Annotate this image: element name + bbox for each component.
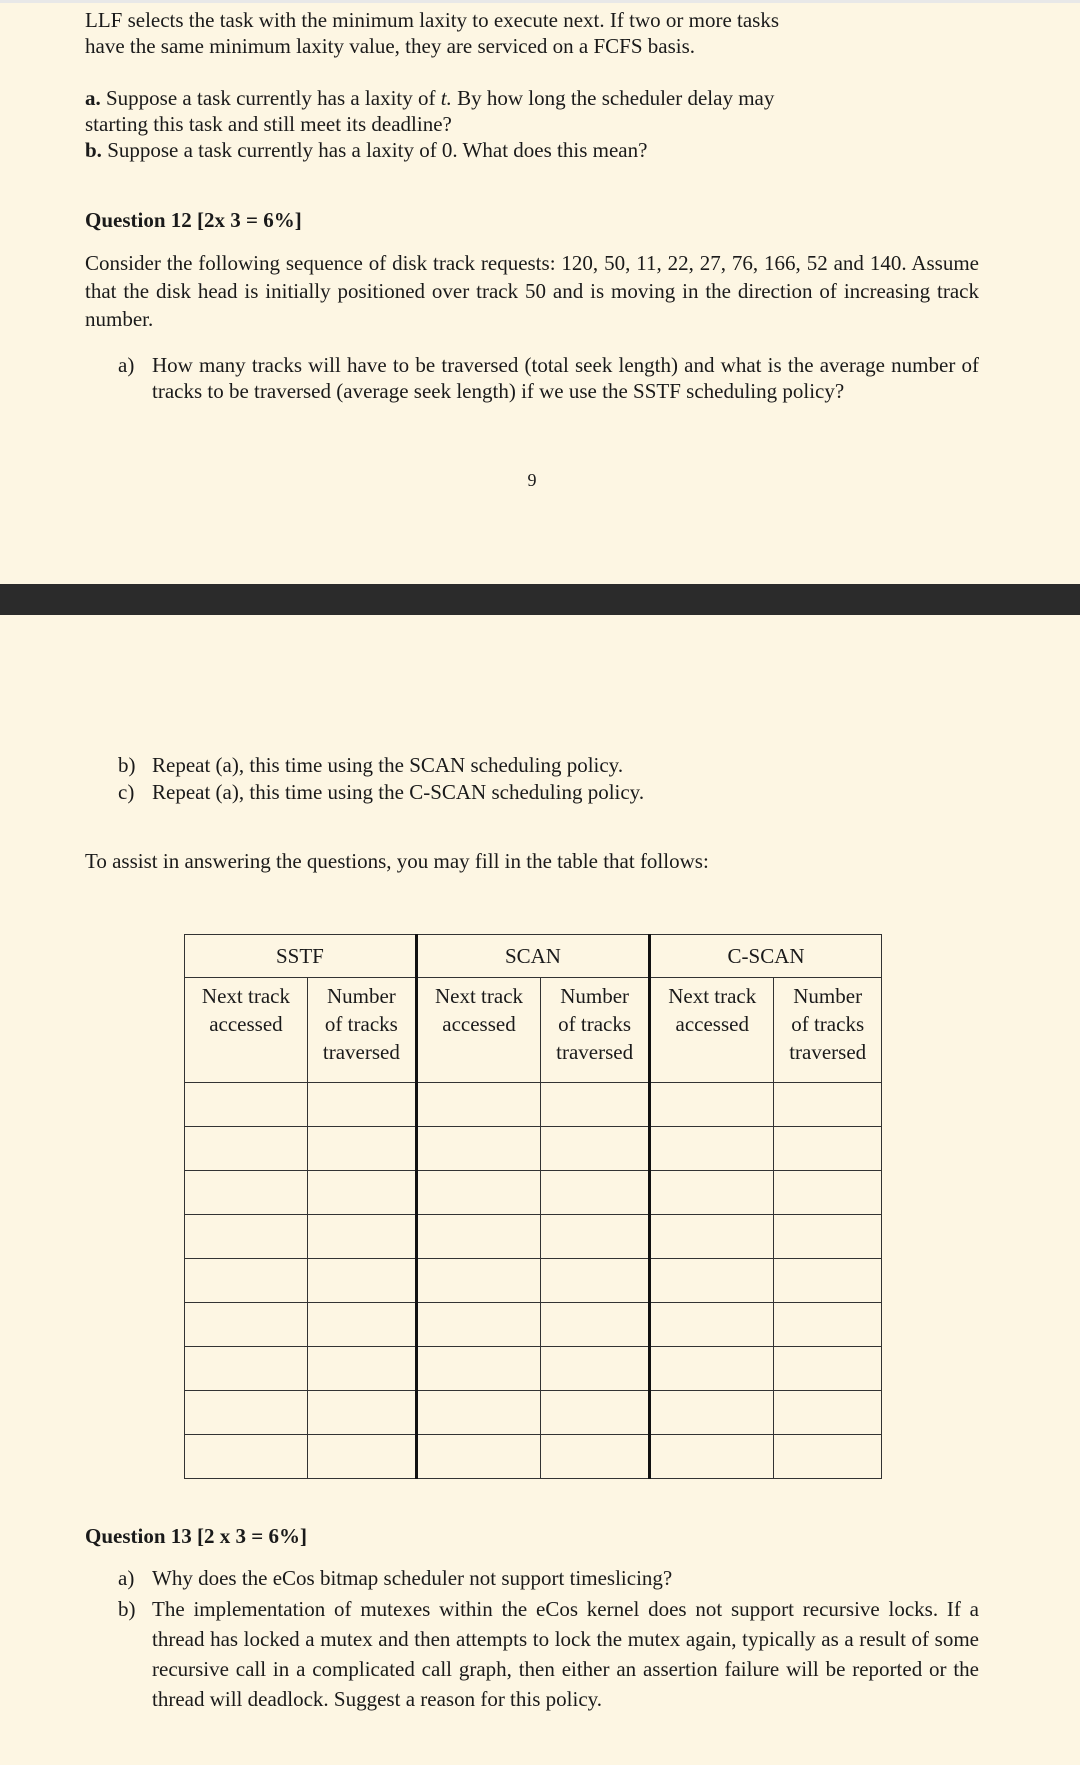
table-cell xyxy=(307,1215,416,1259)
table-body xyxy=(185,1083,882,1479)
table-cell xyxy=(650,1303,774,1347)
table-cell xyxy=(541,1391,650,1435)
q13-part-b-text: The implementation of mutexes within the eCos kernel does not support recursive locks. If a thread has locked a mutex and then attempts to lock the mutex again, typically as a result of some recursive call in a complicated call graph, then either an assertion failure will be reported or the thread will deadlock. Suggest a reason for this policy. xyxy=(152,1597,979,1711)
llf-question-a-var: t. xyxy=(440,86,452,110)
table-cell xyxy=(416,1127,540,1171)
table-cell xyxy=(774,1303,882,1347)
table-cell xyxy=(650,1127,774,1171)
table-row xyxy=(185,1435,882,1479)
table-row xyxy=(185,1259,882,1303)
llf-question-a-line2: starting this task and still meet its deadline? xyxy=(85,112,452,136)
table-cell xyxy=(541,1083,650,1127)
table-cell xyxy=(541,1435,650,1479)
q13-part-a-label: a) xyxy=(118,1566,135,1590)
llf-intro xyxy=(85,7,905,59)
table-cell xyxy=(650,1435,774,1479)
table-cell xyxy=(307,1347,416,1391)
table-cell xyxy=(541,1347,650,1391)
col-header-sstf-next xyxy=(185,978,308,1083)
table-row xyxy=(185,1215,882,1259)
col-num-line2: of tracks xyxy=(558,1012,632,1036)
llf-question-b-text: Suppose a task currently has a laxity of 0. What does this mean? xyxy=(107,138,648,162)
col-num-line1: Number xyxy=(793,984,863,1008)
table-cell xyxy=(185,1127,308,1171)
group-header-scan: SCAN xyxy=(416,935,649,978)
table-cell xyxy=(307,1391,416,1435)
table-row xyxy=(185,1083,882,1127)
table-cell xyxy=(774,1083,882,1127)
table-cell xyxy=(185,1215,308,1259)
table-cell xyxy=(307,1083,416,1127)
llf-question-a xyxy=(85,85,945,111)
table-cell xyxy=(774,1171,882,1215)
table-cell xyxy=(185,1259,308,1303)
table-row xyxy=(185,1347,882,1391)
q12-part-b-label: b) xyxy=(118,753,136,777)
q12-part-a xyxy=(118,352,979,404)
col-num-line3: traversed xyxy=(556,1040,634,1064)
col-next-line1: Next track xyxy=(668,984,757,1008)
q12-assist: To assist in answering the questions, you may fill in the table that follows: xyxy=(85,849,709,873)
table-cell xyxy=(650,1171,774,1215)
table-cell xyxy=(416,1303,540,1347)
table-cell xyxy=(650,1391,774,1435)
col-num-line2: of tracks xyxy=(324,1012,398,1036)
col-num-line1: Number xyxy=(326,984,396,1008)
table-cell xyxy=(416,1259,540,1303)
q12-part-a-text: How many tracks will have to be traversed (total seek length) and what is the average number of tracks to be traversed (average seek length) if we use the SSTF scheduling policy? xyxy=(152,353,979,403)
table-cell xyxy=(185,1303,308,1347)
col-header-scan-next xyxy=(416,978,540,1083)
table-cell xyxy=(416,1347,540,1391)
q12-heading: Question 12 [2x 3 = 6%] xyxy=(85,208,302,232)
llf-intro-line1: LLF selects the task with the minimum laxity to execute next. If two or more tasks xyxy=(85,8,780,32)
group-header-cscan: C-SCAN xyxy=(650,935,882,978)
table-cell xyxy=(185,1347,308,1391)
table-cell xyxy=(541,1171,650,1215)
table-cell xyxy=(185,1391,308,1435)
table-cell xyxy=(774,1435,882,1479)
col-num-line3: traversed xyxy=(322,1040,400,1064)
table-cell xyxy=(774,1347,882,1391)
table-cell xyxy=(185,1083,308,1127)
col-header-sstf-number xyxy=(307,978,416,1083)
q13-part-b-label: b) xyxy=(118,1597,136,1621)
table-cell xyxy=(307,1303,416,1347)
table-cell xyxy=(774,1259,882,1303)
scheduling-table xyxy=(184,934,882,1479)
q12-part-b xyxy=(118,752,979,778)
table-cell xyxy=(416,1215,540,1259)
col-header-cscan-next xyxy=(650,978,774,1083)
table-cell xyxy=(185,1435,308,1479)
table-cell xyxy=(416,1171,540,1215)
col-num-line3: traversed xyxy=(789,1040,867,1064)
col-num-line1: Number xyxy=(560,984,630,1008)
table-cell xyxy=(541,1303,650,1347)
q13-heading: Question 13 [2 x 3 = 6%] xyxy=(85,1524,307,1548)
q12-intro: Consider the following sequence of disk track requests: 120, 50, 11, 22, 27, 76, 166, 52 and 140. Assume that the disk head is initially positioned over track 50 and is moving in the direction of increasing track number. xyxy=(85,251,979,331)
q13-part-a xyxy=(118,1565,979,1591)
table-cell xyxy=(774,1127,882,1171)
q13-part-b xyxy=(118,1594,979,1714)
llf-questions xyxy=(85,85,945,163)
q12-part-c-label: c) xyxy=(118,780,135,804)
col-num-line2: of tracks xyxy=(791,1012,865,1036)
table-cell xyxy=(307,1259,416,1303)
table-row xyxy=(185,1303,882,1347)
table-cell xyxy=(416,1435,540,1479)
table-cell xyxy=(650,1259,774,1303)
table-row xyxy=(185,1127,882,1171)
page-divider xyxy=(0,584,1080,615)
q12-part-c xyxy=(118,779,979,805)
col-next-line2: accessed xyxy=(442,1012,516,1036)
table-cell xyxy=(541,1127,650,1171)
llf-question-a-label: a. xyxy=(85,86,101,110)
col-header-cscan-number xyxy=(774,978,882,1083)
llf-question-a-text: Suppose a task currently has a laxity of xyxy=(106,86,441,110)
table-cell xyxy=(416,1391,540,1435)
table-cell xyxy=(650,1347,774,1391)
table-cell xyxy=(774,1391,882,1435)
col-header-scan-number xyxy=(541,978,650,1083)
table-cell xyxy=(650,1083,774,1127)
q12-part-b-text: Repeat (a), this time using the SCAN scheduling policy. xyxy=(152,753,624,777)
col-next-line1: Next track xyxy=(201,984,290,1008)
table-row xyxy=(185,1391,882,1435)
table-cell xyxy=(185,1171,308,1215)
llf-question-b-label: b. xyxy=(85,138,102,162)
table-group-header-row xyxy=(185,935,882,978)
table-cell xyxy=(416,1083,540,1127)
q12-part-a-label: a) xyxy=(118,353,135,377)
llf-question-a-text-cont: By how long the scheduler delay may xyxy=(451,86,775,110)
page-number: 9 xyxy=(527,470,537,490)
q13-part-a-text: Why does the eCos bitmap scheduler not support timeslicing? xyxy=(152,1566,673,1590)
table-cell xyxy=(541,1215,650,1259)
q12-part-c-text: Repeat (a), this time using the C-SCAN scheduling policy. xyxy=(152,780,645,804)
table-cell xyxy=(307,1127,416,1171)
table-cell xyxy=(650,1215,774,1259)
col-next-line1: Next track xyxy=(434,984,524,1008)
table-cell xyxy=(307,1171,416,1215)
llf-question-b xyxy=(85,137,945,163)
col-next-line2: accessed xyxy=(209,1012,283,1036)
table-column-header-row xyxy=(185,978,882,1083)
col-next-line2: accessed xyxy=(675,1012,749,1036)
table-cell xyxy=(541,1259,650,1303)
llf-intro-line2: have the same minimum laxity value, they are serviced on a FCFS basis. xyxy=(85,34,696,58)
table-cell xyxy=(774,1215,882,1259)
group-header-sstf: SSTF xyxy=(185,935,417,978)
top-border xyxy=(0,0,1080,3)
table-row xyxy=(185,1171,882,1215)
table-cell xyxy=(307,1435,416,1479)
